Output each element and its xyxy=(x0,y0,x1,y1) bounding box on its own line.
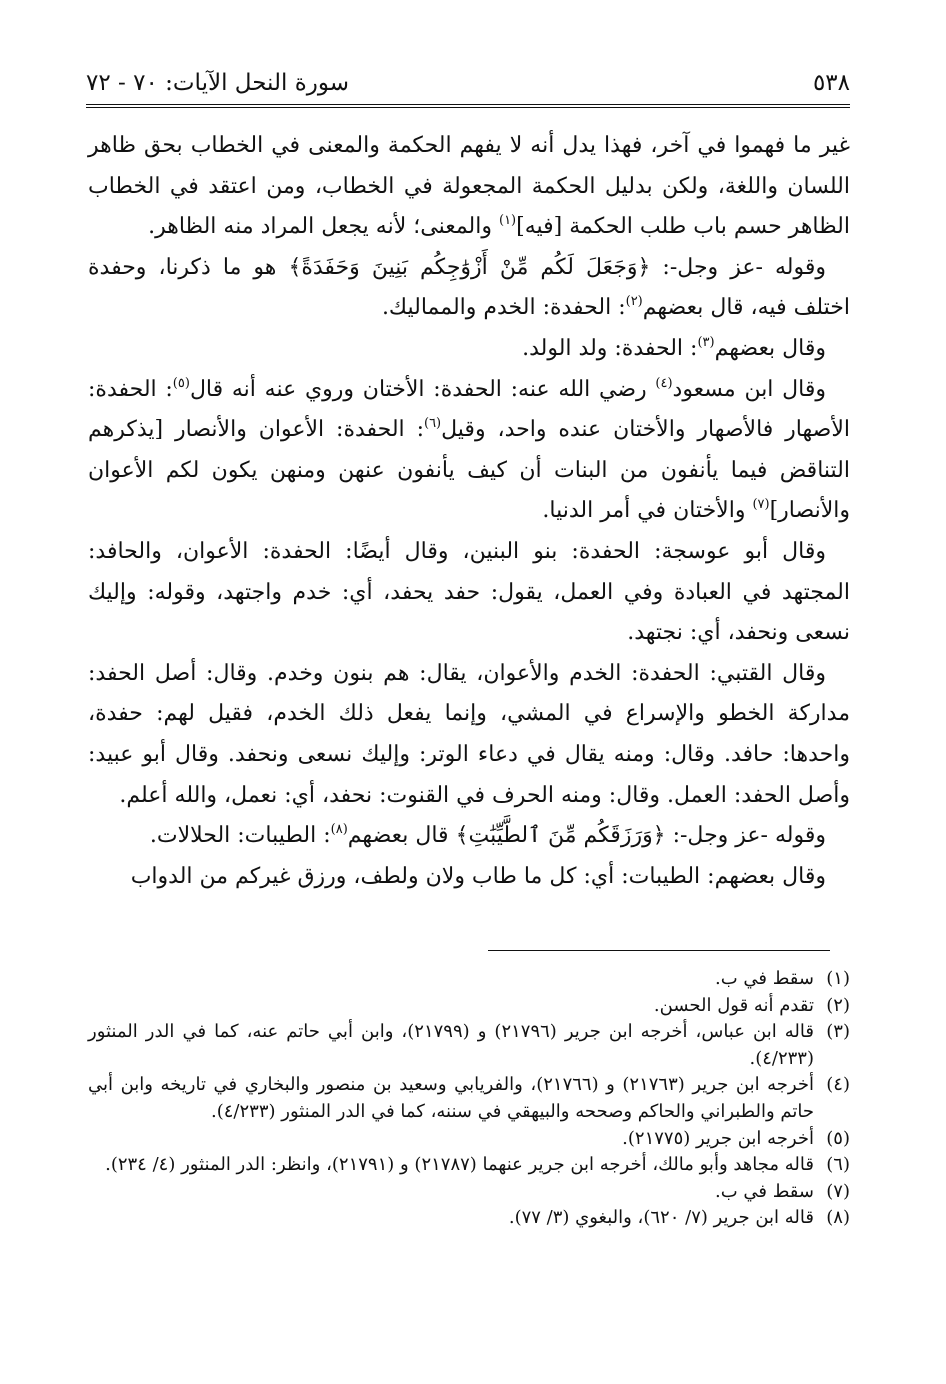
footnote-number: (٥) xyxy=(826,1127,850,1149)
text-run: رضي الله عنه: الحفدة: الأختان وروي عنه أنه قال xyxy=(189,376,656,402)
paragraph xyxy=(88,248,850,329)
footnote-text: قاله ابن جرير (٧/ ٦٢٠)، والبغوي (٣/ ٧٧). xyxy=(508,1207,814,1229)
text-run: وقال القتبي: الحفدة: الخدم والأعوان، يقال: هم بنون وخدم. وقال: أصل الحفد: مداركة الخطو والإسراع في المشي، وإنما يفعل ذلك الخدم، فقيل لهم: حفدة، واحدها: حافد. وقال: ومنه يقال في دعاء الوتر: وإليك نسعى ونحفد. وقال أبو عبيد: وأصل الحفد: العمل. وقال: ومنه الحرف في القنوت: نحفد، أي: نعمل، والله أعلم. xyxy=(88,660,850,808)
footnote-number: (٢) xyxy=(826,994,850,1016)
footnote-marker: (٢) xyxy=(625,294,643,310)
footnote-marker: (١) xyxy=(498,213,517,229)
text-run: قال بعضهم xyxy=(347,823,456,849)
footnote-text: أخرجه ابن جرير (٢١٧٦٣) و (٢١٧٦٦)، والفريابي وسعيد بن منصور والبخاري في تاريخه وابن أبي حاتم والطبراني والحاكم وصححه والبيهقي في سننه، كما في الدر المنثور (٤/٢٣٣). xyxy=(88,1074,814,1122)
text-run: وقال ابن مسعود xyxy=(672,376,826,402)
text-run: وقال أبو عوسجة: الحفدة: بنو البنين، وقال أيضًا: الحفدة: الأعوان، والحافد: المجتهد في العبادة وفي العمل، يقول: حفد يحفد، أي: خدم واجتهد، وقوله: وإليك نسعى ونحفد، أي: نجتهد. xyxy=(88,538,850,646)
text-run: والأختان في أمر الدنيا. xyxy=(542,498,753,524)
text-run: : الحفدة: الخدم والمماليك. xyxy=(381,295,626,321)
footnote-marker: (٣) xyxy=(697,334,715,350)
footnote xyxy=(88,1179,850,1206)
footnote-number: (٤) xyxy=(826,1074,850,1096)
quran-verse: ﴿وَجَعَلَ لَكُم مِّنْ أَزْوَٰجِكُم بَنِينَ وَحَفَدَةً﴾ xyxy=(288,254,651,280)
footnote-text: أخرجه ابن جرير (٢١٧٧٥). xyxy=(622,1127,814,1149)
footnote xyxy=(88,1152,850,1179)
text-run: هو ما ذكرنا، وحفدة اختلف فيه، قال بعضهم xyxy=(88,254,850,321)
main-text xyxy=(88,126,850,897)
page-number: ٥٣٨ xyxy=(812,70,850,96)
page-header xyxy=(86,62,850,98)
footnote-marker: (٧) xyxy=(752,497,770,513)
footnote-number: (٦) xyxy=(826,1154,850,1176)
footnote-number: (٧) xyxy=(826,1180,850,1202)
footnote-number: (١) xyxy=(826,968,850,989)
text-run: غير ما فهموا في آخر، فهذا يدل أنه لا يفهم الحكمة والمعنى في الخطاب بحق ظاهر اللسان واللغة، ولكن بدليل الحكمة المجعولة في الخطاب، ومن اعتقد في الخطاب الظاهر حسم باب طلب الحكمة [فيه] xyxy=(88,133,850,240)
text-run: والمعنى؛ لأنه يجعل المراد منه الظاهر. xyxy=(148,214,499,240)
paragraph xyxy=(88,329,850,370)
text-run: : الحفدة: ولد الولد. xyxy=(522,335,698,361)
header-rule xyxy=(86,104,850,108)
quran-verse: ﴿وَرَزَقَكُم مِّنَ ٱلطَّيِّبَٰتِ﴾ xyxy=(455,823,666,849)
footnote-text: سقط في ب. xyxy=(715,968,814,989)
footnote-text: تقدم أنه قول الحسن. xyxy=(653,994,814,1016)
text-run: : الحفدة: الأعوان والأنصار [يذكرهم التناقض فيما يأنفون من البنات أن كيف يأنفون عنهن ومنهن يكون لكم الأعوان والأنصار] xyxy=(88,417,850,524)
text-run: وقال بعضهم: الطيبات: أي: كل ما طاب ولان ولطف، ورزق غيركم من الدواب xyxy=(130,863,826,889)
text-run: : الطيبات: الحلالات. xyxy=(149,823,331,849)
text-run: وقوله -عز وجل-: xyxy=(665,823,826,849)
footnotes xyxy=(88,966,850,1232)
footnote-number: (٣) xyxy=(826,1021,850,1043)
paragraph xyxy=(88,816,850,857)
footnote xyxy=(88,1072,850,1125)
paragraph xyxy=(88,654,850,816)
footnote xyxy=(88,966,850,993)
footnote xyxy=(88,1019,850,1072)
footnote-separator xyxy=(488,950,830,951)
text-run: وقال بعضهم xyxy=(714,335,826,361)
paragraph xyxy=(88,370,850,532)
running-title: سورة النحل الآيات: ٧٠ - ٧٢ xyxy=(86,70,350,96)
footnote-text: قاله ابن عباس، أخرجه ابن جرير (٢١٧٩٦) و (٢١٧٩٩)، وابن أبي حاتم عنه، كما في الدر المنثور (٤/٢٣٣). xyxy=(88,1021,815,1069)
footnote-marker: (٤) xyxy=(655,375,673,391)
text-run: وقوله -عز وجل-: xyxy=(650,254,826,280)
paragraph xyxy=(88,126,850,248)
footnote-text: قاله مجاهد وأبو مالك، أخرجه ابن جرير عنهما (٢١٧٨٧) و (٢١٧٩١)، وانظر: الدر المنثور (٤/ ٢٣٤). xyxy=(105,1154,814,1176)
footnote xyxy=(88,1205,850,1232)
paragraph xyxy=(88,857,850,898)
footnote-marker: (٥) xyxy=(172,375,190,391)
text-run: : الحفدة: الأصهار فالأصهار والأختان عنده واحد، وقيل xyxy=(88,376,850,443)
footnote-marker: (٦) xyxy=(423,416,442,432)
footnote-text: سقط في ب. xyxy=(715,1180,814,1202)
footnote-number: (٨) xyxy=(826,1207,850,1229)
footnote-marker: (٨) xyxy=(330,822,348,838)
footnote xyxy=(88,993,850,1020)
footnote xyxy=(88,1126,850,1153)
paragraph xyxy=(88,532,850,654)
